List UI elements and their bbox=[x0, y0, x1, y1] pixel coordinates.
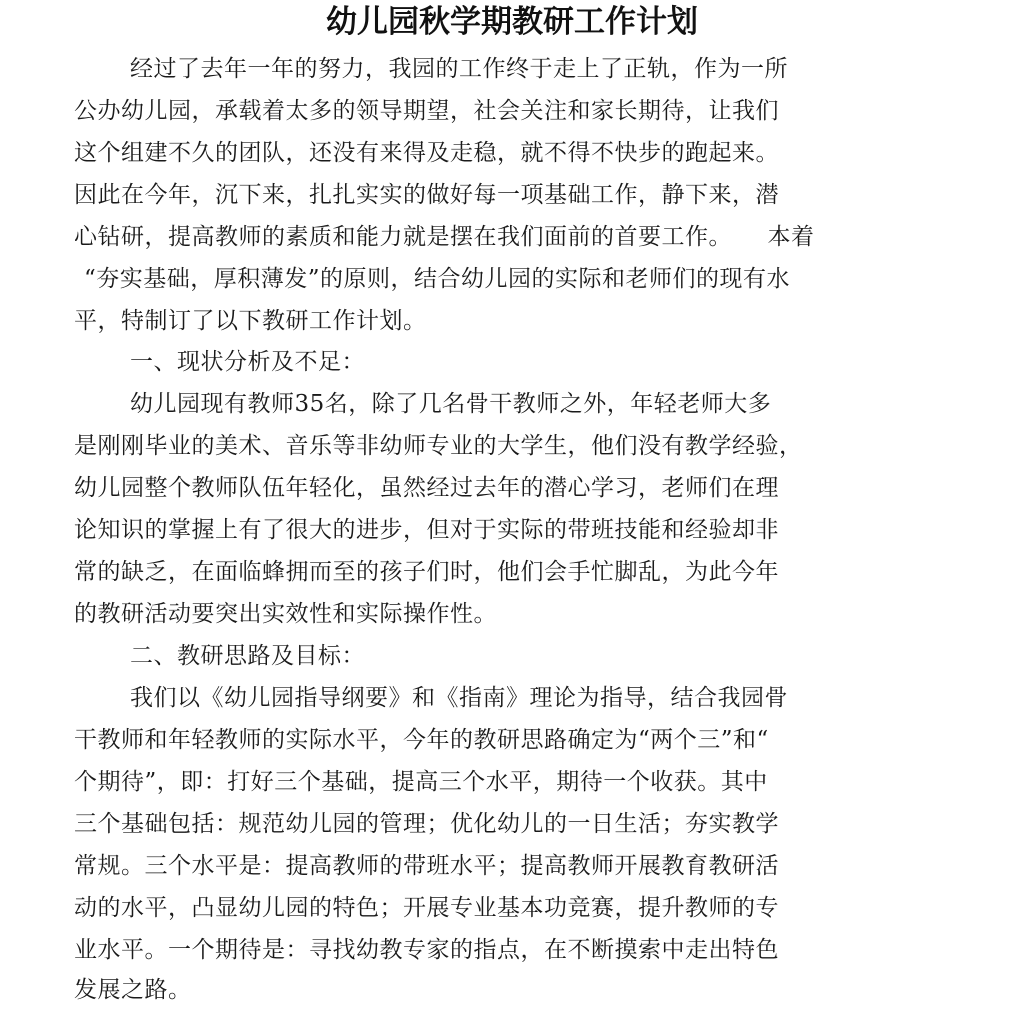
paragraph-line: 我们以《幼儿园指导纲要》和《指南》理论为指导，结合我园骨 bbox=[130, 685, 788, 711]
paragraph-line: 干教师和年轻教师的实际水平，今年的教研思路确定为“两个三”和“ bbox=[74, 727, 769, 753]
paragraph-line: 动的水平，凸显幼儿园的特色；开展专业基本功竞赛，提升教师的专 bbox=[74, 895, 779, 921]
paragraph-line: 公办幼儿园，承载着太多的领导期望，社会关注和家长期待，让我们 bbox=[74, 98, 779, 124]
paragraph-line: 是刚刚毕业的美术、音乐等非幼师专业的大学生，他们没有教学经验， bbox=[74, 433, 803, 459]
paragraph-line: 发展之路。 bbox=[74, 977, 192, 1003]
paragraph-line: 论知识的掌握上有了很大的进步，但对于实际的带班技能和经验却非 bbox=[74, 517, 779, 543]
paragraph-line: 幼儿园整个教师队伍年轻化，虽然经过去年的潜心学习，老师们在理 bbox=[74, 475, 779, 501]
paragraph-line: 个期待”，即：打好三个基础，提高三个水平，期待一个收获。其中 bbox=[74, 769, 768, 795]
paragraph-line: 经过了去年一年的努力，我园的工作终于走上了正轨，作为一所 bbox=[130, 56, 788, 82]
paragraph-line: 这个组建不久的团队，还没有来得及走稳，就不得不快步的跑起来。 bbox=[74, 140, 779, 166]
paragraph-line: 的教研活动要突出实效性和实际操作性。 bbox=[74, 601, 497, 627]
paragraph-line: 常规。三个水平是：提高教师的带班水平；提高教师开展教育教研活 bbox=[74, 853, 779, 879]
paragraph-line: “夯实基础，厚积薄发”的原则，结合幼儿园的实际和老师们的现有水 bbox=[84, 266, 791, 292]
paragraph-line: 平，特制订了以下教研工作计划。 bbox=[74, 308, 427, 334]
paragraph-line: 因此在今年，沉下来，扎扎实实的做好每一项基础工作，静下来，潜 bbox=[74, 182, 779, 208]
section-heading: 二、教研思路及目标： bbox=[130, 643, 365, 669]
section-heading: 一、现状分析及不足： bbox=[130, 349, 365, 375]
paragraph-line: 业水平。一个期待是：寻找幼教专家的指点，在不断摸索中走出特色 bbox=[74, 937, 779, 963]
document-title: 幼儿园秋学期教研工作计划 bbox=[326, 4, 698, 40]
paragraph-line: 常的缺乏，在面临蜂拥而至的孩子们时，他们会手忙脚乱，为此今年 bbox=[74, 559, 779, 585]
paragraph-line: 三个基础包括：规范幼儿园的管理；优化幼儿的一日生活；夯实教学 bbox=[74, 811, 779, 837]
paragraph-line: 心钻研，提高教师的素质和能力就是摆在我们面前的首要工作。 本着 bbox=[74, 224, 815, 250]
paragraph-line: 幼儿园现有教师35名，除了几名骨干教师之外，年轻老师大多 bbox=[130, 391, 772, 417]
